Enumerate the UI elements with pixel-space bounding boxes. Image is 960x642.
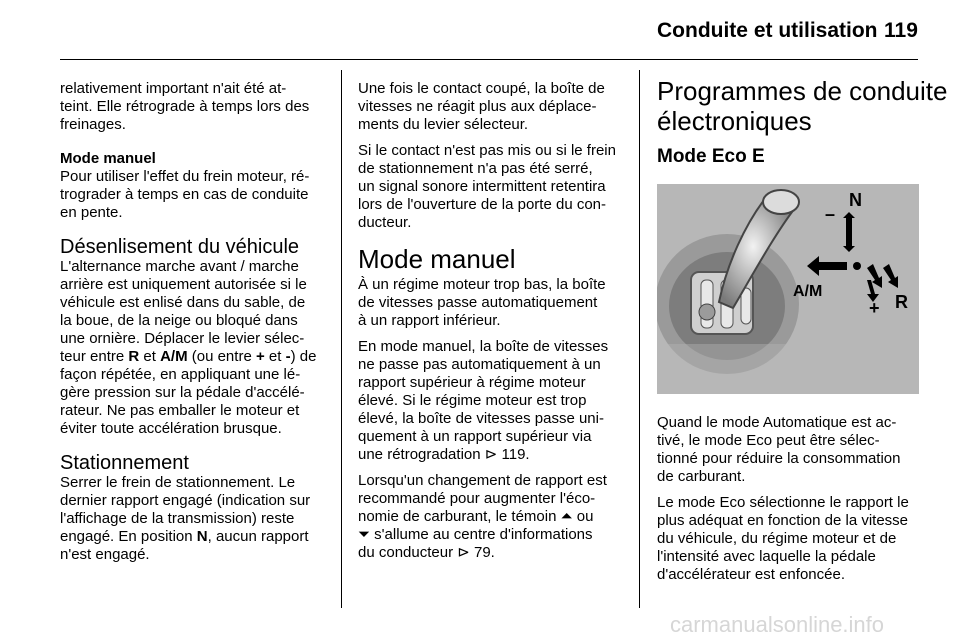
- text-line: élevé. Si le régime moteur est trop: [358, 392, 587, 409]
- page-reference-link[interactable]: 119.: [497, 446, 530, 463]
- text-line: arrière est uniquement autorisée si le: [60, 276, 307, 293]
- text-fragment: ou: [572, 508, 594, 525]
- text-line: à un rapport inférieur.: [358, 312, 501, 329]
- text-line: [60, 528, 326, 546]
- diagram-label-am: A/M: [793, 283, 823, 300]
- page-reference-link[interactable]: 79.: [469, 544, 495, 561]
- text-line: [358, 544, 623, 562]
- text-line: [358, 526, 623, 544]
- text-line: trograder à temps en cas de conduite: [60, 186, 309, 203]
- column-left: [60, 80, 326, 572]
- lever-base: [699, 304, 715, 320]
- regime-paragraph: [358, 276, 623, 330]
- column-divider-right: [639, 70, 640, 608]
- mode-eco-subheading: Mode Eco E: [657, 146, 765, 167]
- stationnement-heading: Stationnement: [60, 452, 189, 474]
- text-fragment: une rétrogradation: [358, 446, 485, 463]
- text-line: relativement important n'ait été at-: [60, 80, 287, 97]
- text-fragment: ) de: [290, 348, 317, 365]
- text-line: ne passe pas automatiquement à un: [358, 356, 601, 373]
- text-line: tivé, le mode Eco peut être sélec-: [657, 432, 880, 449]
- text-line: rateur. Ne pas emballer le moteur et: [60, 402, 300, 419]
- eco-activation-paragraph: [657, 414, 920, 486]
- lever-knob: [763, 190, 799, 214]
- arrow-left-icon: [807, 256, 847, 276]
- text-line: de vitesses passe automatiquement: [358, 294, 598, 311]
- stationnement-paragraph: [60, 474, 326, 564]
- arrow-up-icon: [843, 212, 855, 234]
- text-line: éviter toute accélération brusque.: [60, 420, 282, 437]
- text-line: Le mode Eco sélectionne le rapport le: [657, 494, 909, 511]
- text-line: de stationnement n'a pas été serré,: [358, 160, 593, 177]
- text-line: teint. Elle rétrograde à temps lors des: [60, 98, 310, 115]
- text-line: du véhicule, du régime moteur et de: [657, 530, 897, 547]
- text-line: en pente.: [60, 204, 123, 221]
- text-line: façon répétée, en appliquant une lé-: [60, 366, 301, 383]
- center-dot: [853, 262, 861, 270]
- text-line: À un régime moteur trop bas, la boîte: [358, 276, 606, 293]
- page-reference-arrow-icon: ⊳: [457, 544, 470, 561]
- diagram-label-n: N: [849, 190, 862, 210]
- text-line: Une fois le contact coupé, la boîte de: [358, 80, 605, 97]
- console-lower: [657, 344, 919, 394]
- text-line: tionné pour réduire la consommation: [657, 450, 901, 467]
- arrow-reverse-icon: [883, 264, 898, 288]
- text-line: gère pression sur la pédale d'accélé-: [60, 384, 305, 401]
- gear-am-label: A/M: [160, 348, 188, 365]
- text-fragment: du conducteur: [358, 544, 458, 561]
- text-fragment: (ou entre: [187, 348, 256, 365]
- text-line: ments du levier sélecteur.: [358, 116, 529, 133]
- gear-selector-diagram: [657, 184, 919, 394]
- eco-selection-paragraph: [657, 494, 920, 584]
- mode-manuel-subheading: Mode manuel: [60, 150, 156, 167]
- gear-r-label: R: [128, 348, 140, 365]
- column-right: [657, 76, 948, 592]
- arrow-down-icon: [843, 232, 855, 252]
- heading-line: électroniques: [657, 106, 812, 136]
- upshift-indicator-icon: ⏶: [560, 508, 573, 525]
- text-line: dernier rapport engagé (indication sur: [60, 492, 311, 509]
- mode-manuel-paragraph: [60, 168, 326, 222]
- gear-minus-label: -: [285, 348, 291, 365]
- text-fragment: et: [139, 348, 161, 365]
- page-number: 119: [884, 19, 918, 42]
- watermark: carmanualsonline.info: [670, 612, 885, 637]
- text-line: Serrer le frein de stationnement. Le: [60, 474, 296, 491]
- text-line: Pour utiliser l'effet du frein moteur, ré-: [60, 168, 310, 185]
- text-line: En mode manuel, la boîte de vitesses: [358, 338, 609, 355]
- diagram-label-r: R: [895, 292, 908, 312]
- changement-paragraph: [358, 472, 623, 562]
- text-line: ducteur.: [358, 214, 412, 231]
- header-rule: [60, 59, 918, 60]
- text-line: un signal sonore intermittent retentira: [358, 178, 606, 195]
- page-header-title: Conduite et utilisation: [657, 19, 878, 42]
- text-line: véhicule est enlisé dans du sable, de: [60, 294, 306, 311]
- gear-plus-label: +: [255, 348, 265, 365]
- intro-paragraph: [60, 80, 326, 134]
- text-line: [358, 508, 623, 526]
- text-fragment: , aucun rapport: [207, 528, 309, 545]
- contact-paragraph: [358, 80, 623, 134]
- text-line: Si le contact n'est pas mis ou si le frein: [358, 142, 616, 159]
- page-reference-arrow-icon: ⊳: [484, 446, 498, 463]
- text-line: n'est engagé.: [60, 546, 150, 563]
- text-line: rapport supérieur à régime moteur: [358, 374, 586, 391]
- text-line: freinages.: [60, 116, 126, 133]
- text-line: lors de l'ouverture de la porte du con-: [358, 196, 607, 213]
- text-line: L'alternance marche avant / marche: [60, 258, 299, 275]
- heading-line: Programmes de conduite: [657, 76, 948, 106]
- text-line: une ornière. Déplacer le levier sélec-: [60, 330, 305, 347]
- text-fragment: teur entre: [60, 348, 129, 365]
- desenlisement-paragraph: [60, 258, 326, 438]
- gear-n-label: N: [196, 528, 208, 545]
- text-line: d'accélérateur est enfoncée.: [657, 566, 845, 583]
- text-line: Quand le mode Automatique est ac-: [657, 414, 897, 431]
- column-divider-left: [341, 70, 342, 608]
- downshift-indicator-icon: ⏷: [358, 526, 371, 543]
- diagram-label-minus: –: [825, 204, 836, 224]
- text-line: la boue, de la neige ou bloqué dans: [60, 312, 298, 329]
- text-line: [60, 348, 326, 366]
- text-line: élevé, la boîte de vitesses passe uni-: [358, 410, 604, 427]
- text-fragment: nomie de carburant, le témoin: [358, 508, 561, 525]
- text-line: quement à un rapport supérieur via: [358, 428, 592, 445]
- text-line: vitesses ne réagit plus aux déplace-: [358, 98, 597, 115]
- text-fragment: engagé. En position: [60, 528, 197, 545]
- gear-selector-illustration: [657, 184, 919, 394]
- text-line: Lorsqu'un changement de rapport est: [358, 472, 607, 489]
- text-line: l'intensité avec laquelle la pédale: [657, 548, 876, 565]
- text-fragment: s'allume au centre d'informations: [370, 526, 593, 543]
- desenlisement-heading: Désenlisement du véhicule: [60, 236, 300, 258]
- column-middle: [358, 80, 623, 570]
- diagram-label-plus: +: [869, 298, 880, 318]
- text-line: [358, 446, 623, 464]
- manuel-paragraph: [358, 338, 623, 464]
- text-fragment: et: [264, 348, 286, 365]
- text-line: plus adéquat en fonction de la vitesse: [657, 512, 909, 529]
- text-line: recommandé pour augmenter l'éco-: [358, 490, 596, 507]
- mode-manuel-heading: Mode manuel: [358, 244, 516, 274]
- text-line: l'affichage de la transmission) reste: [60, 510, 295, 527]
- programmes-heading: [657, 76, 948, 136]
- text-line: de carburant.: [657, 468, 746, 485]
- signal-paragraph: [358, 142, 623, 232]
